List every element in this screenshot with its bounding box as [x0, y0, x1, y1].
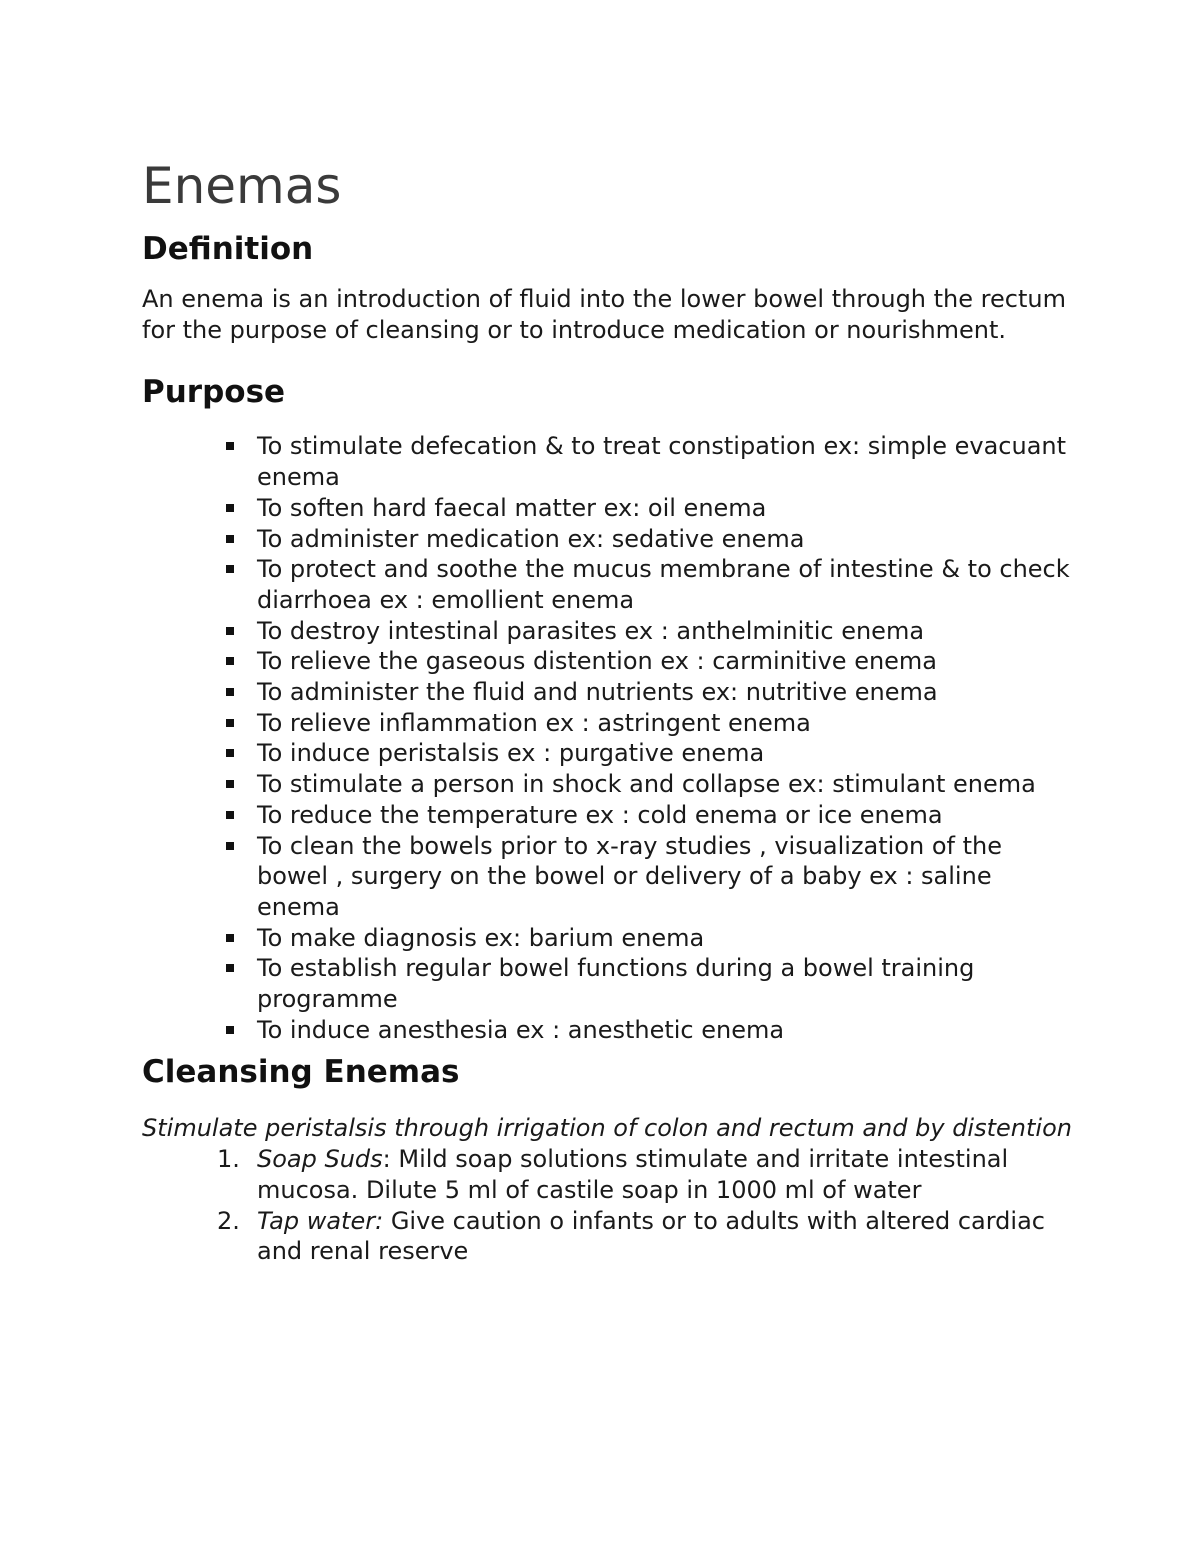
purpose-list	[142, 431, 1072, 1045]
purpose-heading: Purpose	[142, 374, 286, 411]
item-number: 1.	[217, 1145, 240, 1174]
purpose-item-text: To destroy intestinal parasites ex : anthelminitic enema	[257, 616, 925, 645]
purpose-item	[257, 831, 1072, 923]
purpose-item	[257, 953, 1072, 1014]
purpose-item	[257, 616, 1072, 647]
purpose-item-text: To induce peristalsis ex : purgative enema	[257, 739, 765, 768]
purpose-item	[257, 677, 1072, 708]
square-bullet-icon	[226, 934, 234, 942]
square-bullet-icon	[226, 657, 234, 665]
purpose-item	[257, 708, 1072, 739]
square-bullet-icon	[226, 749, 234, 757]
square-bullet-icon	[226, 442, 234, 450]
document-page	[142, 150, 1072, 1267]
definition-text: An enema is an introduction of fluid into the lower bowel through the rectum for the purpose of cleansing or to introduce medication or nourishment.	[142, 285, 1066, 344]
square-bullet-icon	[226, 688, 234, 696]
purpose-item	[257, 524, 1072, 555]
purpose-item-text: To make diagnosis ex: barium enema	[257, 923, 705, 952]
item-term: Soap Suds	[257, 1145, 383, 1174]
purpose-item	[257, 1015, 1072, 1046]
definition-heading: Definition	[142, 231, 314, 267]
square-bullet-icon	[226, 842, 234, 850]
purpose-item	[257, 554, 1072, 615]
purpose-item-text: To induce anesthesia ex : anesthetic enema	[257, 1015, 785, 1044]
purpose-item	[257, 769, 1072, 800]
item-text: Give caution o infants or to adults with altered cardiac and renal reserve	[257, 1206, 1045, 1266]
square-bullet-icon	[226, 565, 234, 573]
purpose-item-text: To relieve inflammation ex : astringent enema	[257, 708, 811, 737]
square-bullet-icon	[226, 811, 234, 819]
square-bullet-icon	[226, 504, 234, 512]
cleansing-list	[142, 1144, 1072, 1267]
purpose-item-text: To establish regular bowel functions during a bowel training programme	[257, 954, 975, 1014]
purpose-item	[257, 646, 1072, 677]
purpose-item	[257, 923, 1072, 954]
cleansing-item	[217, 1206, 1072, 1267]
item-term: Tap water:	[257, 1206, 384, 1235]
square-bullet-icon	[226, 964, 234, 972]
purpose-item	[257, 738, 1072, 769]
purpose-item-text: To clean the bowels prior to x-ray studies , visualization of the bowel , surgery on the bowel or delivery of a baby ex : saline enema	[257, 831, 1003, 921]
purpose-item-text: To protect and soothe the mucus membrane of intestine & to check diarrhoea ex : emollient enema	[257, 555, 1070, 614]
cleansing-enemas-heading: Cleansing Enemas	[142, 1054, 460, 1091]
square-bullet-icon	[226, 535, 234, 543]
document-title: Enemas	[142, 157, 342, 215]
purpose-item-text: To stimulate defecation & to treat constipation ex: simple evacuant enema	[257, 432, 1067, 492]
cleansing-subtitle: Stimulate peristalsis through irrigation of colon and rectum and by distention	[142, 1114, 1072, 1143]
square-bullet-icon	[226, 780, 234, 788]
square-bullet-icon	[226, 627, 234, 635]
purpose-item-text: To soften hard faecal matter ex: oil enema	[257, 493, 767, 522]
purpose-item	[257, 431, 1072, 492]
purpose-item-text: To administer the fluid and nutrients ex: nutritive enema	[257, 678, 938, 707]
cleansing-item	[217, 1144, 1072, 1205]
item-text: : Mild soap solutions stimulate and irritate intestinal mucosa. Dilute 5 ml of castile soap in 1000 ml of water	[257, 1145, 1009, 1204]
square-bullet-icon	[226, 719, 234, 727]
item-number: 2.	[217, 1206, 240, 1235]
purpose-item	[257, 493, 1072, 524]
purpose-item-text: To administer medication ex: sedative enema	[257, 524, 805, 553]
purpose-item-text: To stimulate a person in shock and collapse ex: stimulant enema	[257, 770, 1036, 799]
square-bullet-icon	[226, 1026, 234, 1034]
purpose-item-text: To reduce the temperature ex : cold enema or ice enema	[257, 800, 943, 829]
purpose-item	[257, 800, 1072, 831]
purpose-item-text: To relieve the gaseous distention ex : carminitive enema	[257, 647, 938, 676]
